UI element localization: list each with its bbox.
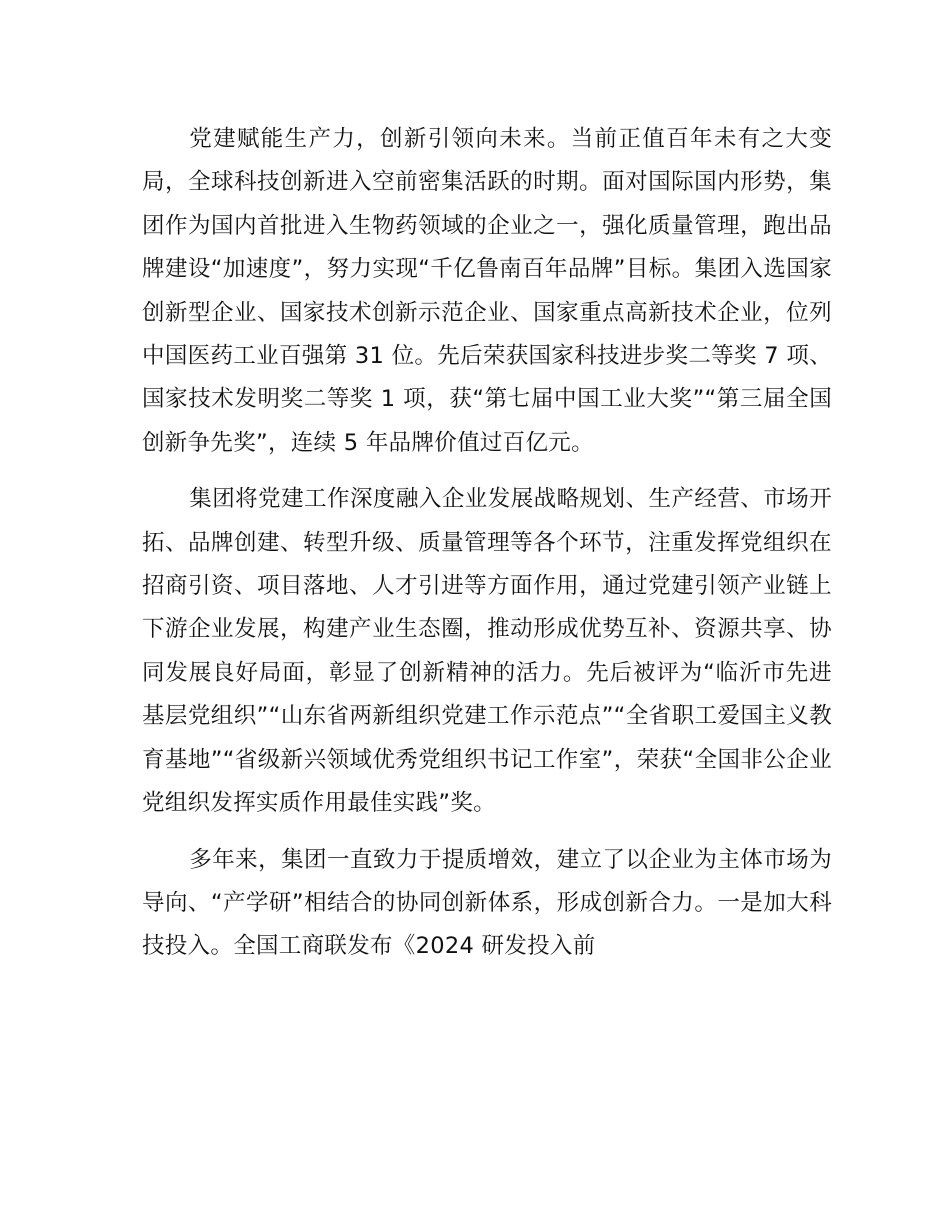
paragraph-party-integration: 集团将党建工作深度融入企业发展战略规划、生产经营、市场开拓、品牌创建、转型升级、质量管理等各个环节，注重发挥党组织在招商引资、项目落地、人才引进等方面作用，通过党建引领产业链上下游企业发展，构建产业生态圈，推动形成优势互补、资源共享、协同发展良好局面，彰显了创新精神的活力。先后被评为“临沂市先进基层党组织”“山东省两新组织党建工作示范点”“全省职工爱国主义教育基地”“省级新兴领域优秀党组织书记工作室”，荣获“全国非公企业党组织发挥实质作用最佳实践”奖。 <box>142 486 832 817</box>
paragraph-innovation-system: 多年来，集团一直致力于提质增效，建立了以企业为主体市场为导向、“产学研”相结合的协同创新体系，形成创新合力。一是加大科技投入。全国工商联发布《2024 研发投入前 <box>142 846 832 960</box>
document-page <box>142 118 832 982</box>
paragraph-party-building-productivity: 党建赋能生产力，创新引领向未来。当前正值百年未有之大变局，全球科技创新进入空前密集活跃的时期。面对国际国内形势，集团作为国内首批进入生物药领域的企业之一，强化质量管理，跑出品牌建设“加速度”，努力实现“千亿鲁南百年品牌”目标。集团入选国家创新型企业、国家技术创新示范企业、国家重点高新技术企业，位列中国医药工业百强第 31 位。先后荣获国家科技进步奖二等奖 7 项、国家技术发明奖二等奖 1 项，获“第七届中国工业大奖”“第三届全国创新争先奖”，连续 5 年品牌价值过百亿元。 <box>142 126 832 456</box>
